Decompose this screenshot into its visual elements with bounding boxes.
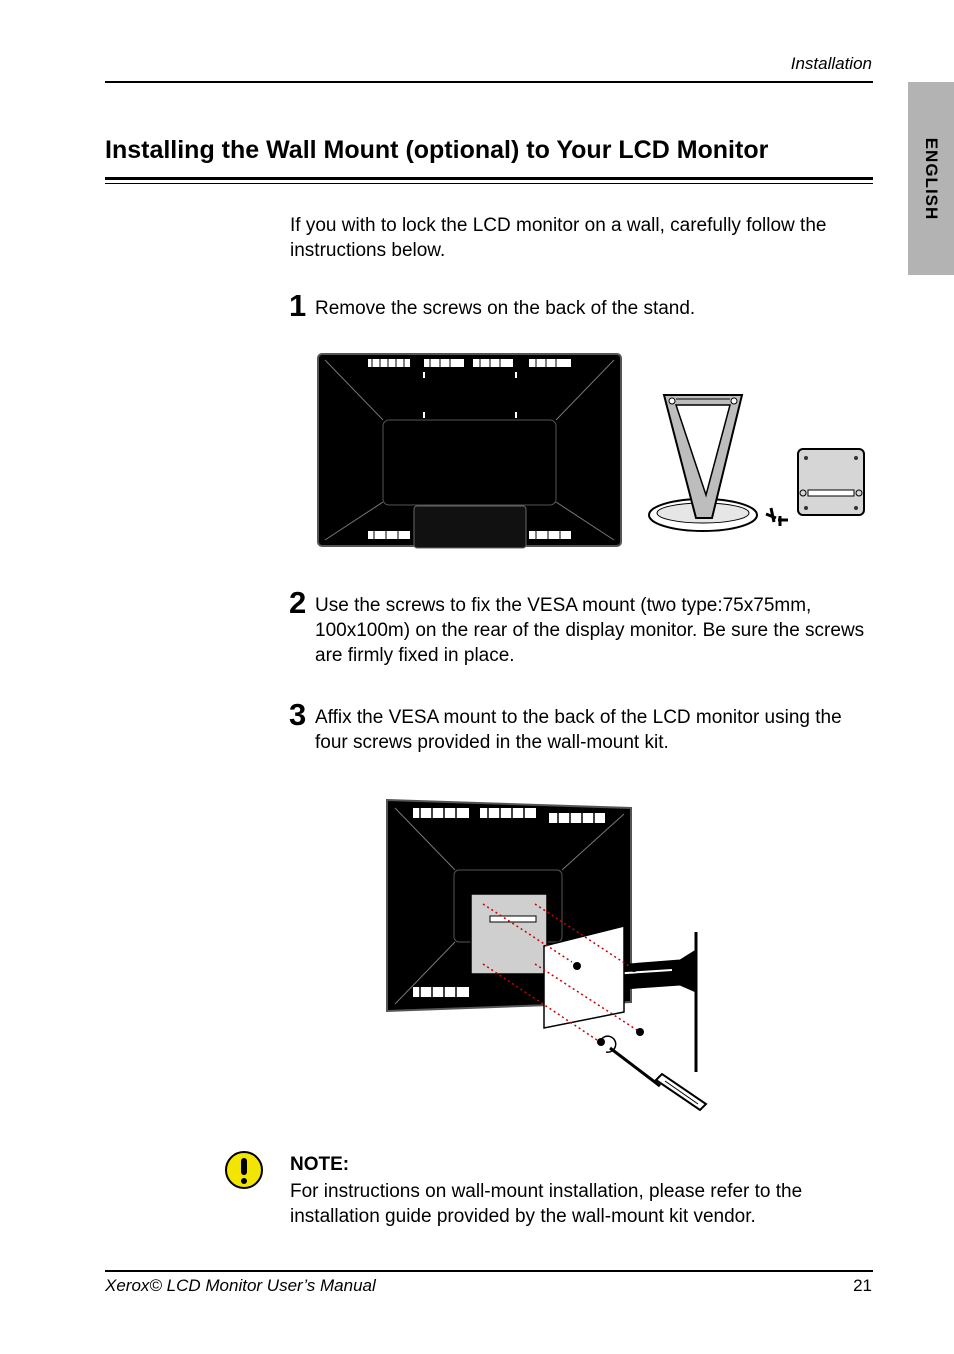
footer-rule [105,1270,873,1272]
section-label: Installation [790,54,872,73]
step-3-number: 3 [289,697,307,732]
page-title: Installing the Wall Mount (optional) to Your LCD Monitor [105,136,769,164]
warning-icon [224,1150,264,1190]
vesa-plate-illustration [798,449,864,515]
intro-paragraph: If you with to lock the LCD monitor on a wall, carefully follow the instructions below. [290,215,827,261]
screwdriver-icon [600,1036,706,1110]
step-2-text: Use the screws to fix the VESA mount (two type:75x75mm, 100x100m) on the rear of the display monitor. Be sure the screws are firmly fixed in place. [315,595,865,666]
note-text: For instructions on wall-mount installation, please refer to the installation guide provided by the wall-mount kit vendor. [290,1181,803,1227]
figure-attach-vesa-mount [0,780,954,1125]
screw-icon [766,508,788,526]
monitor-back-illustration [318,354,621,548]
page-number: 21 [853,1276,872,1295]
language-tab-label: ENGLISH [922,137,941,220]
step-3-text: Affix the VESA mount to the back of the LCD monitor using the four screws provided in the wall-mount kit. [315,707,842,753]
footer-manual-title: Xerox© LCD Monitor User’s Manual [105,1276,376,1295]
step-2-number: 2 [289,585,307,620]
wall-arm-illustration [544,926,696,1072]
step-1-text: Remove the screws on the back of the stand. [315,298,696,319]
note-title: NOTE: [290,1154,350,1175]
figure-remove-stand-screws [0,0,954,600]
stand-illustration [649,395,757,531]
step-1-number: 1 [289,288,307,323]
